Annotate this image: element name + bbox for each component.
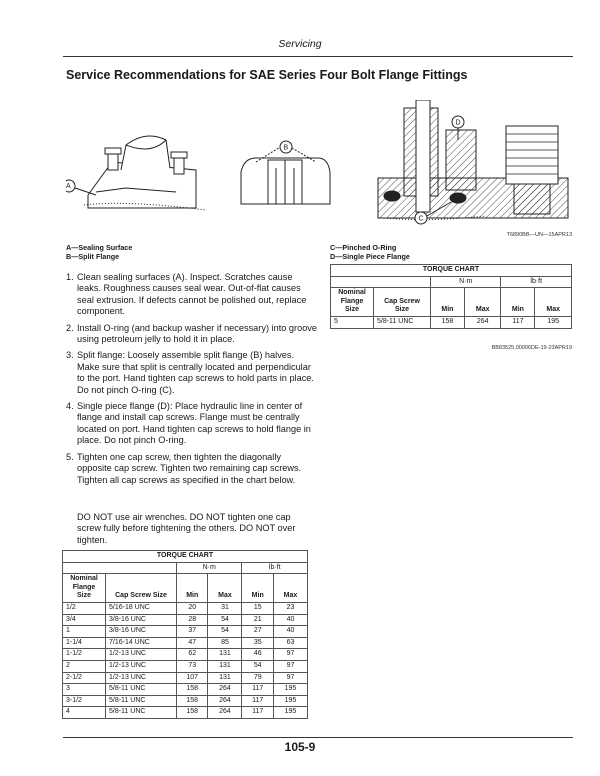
step-item — [66, 323, 318, 346]
col-cap-screw-size: Cap Screw Size — [106, 574, 177, 603]
step-item — [66, 272, 318, 318]
document-reference: BB83525,00006DE-19-23APR19 — [491, 345, 572, 351]
table-row: 3 5/8-11 UNC 158 264 117 195 — [63, 684, 308, 696]
table-row: 4 5/8-11 UNC 158 264 117 195 — [63, 707, 308, 719]
step-item — [66, 452, 318, 486]
step-number: 4. — [66, 401, 74, 412]
procedure-steps — [66, 272, 318, 491]
col-flange-size: Nominal Flange Size — [63, 574, 106, 603]
col-nm-max: Max — [464, 288, 501, 317]
table-row: 1-1/4 7/16-14 UNC 47 85 35 63 — [63, 637, 308, 649]
unit-newton-meter: N·m — [177, 562, 242, 574]
page-number: 105-9 — [284, 740, 316, 754]
flange-fitting-illustration — [66, 100, 572, 232]
unit-pound-foot: lb·ft — [501, 276, 572, 288]
callout-a: A — [66, 183, 71, 190]
split-flange-drawing — [241, 141, 330, 204]
table-row: 5 5/8-11 UNC 158 264 117 195 — [331, 316, 572, 328]
step-text: Clean sealing surfaces (A). Inspect. Scratches cause leaks. Roughness causes seal wear. Out-of-flat causes seal extrusion. If defects cannot be polished out, replace component. — [77, 272, 307, 317]
step-text: Split flange: Loosely assemble split flange (B) halves. Make sure that split is centrally located and perpendicular to the port. Hand tighten cap screws to hold parts in place. Do not pinch O-ring (C). — [77, 350, 314, 395]
legend-item: D—Single Piece Flange — [330, 252, 410, 261]
figure-reference: T6890BB—UN—15APR13 — [506, 232, 572, 238]
table-row: 1/2 5/16-18 UNC 20 31 15 23 — [63, 602, 308, 614]
legend-item: C—Pinched O-Ring — [330, 243, 397, 252]
section-title: Service Recommendations for SAE Series Four Bolt Flange Fittings — [66, 68, 468, 82]
callout-b: B — [283, 144, 289, 152]
legend-item: B—Split Flange — [66, 252, 120, 261]
unit-pound-foot: lb·ft — [242, 562, 308, 574]
col-nm-max: Max — [208, 574, 242, 603]
running-header: Servicing — [278, 38, 322, 50]
col-nm-min: Min — [177, 574, 208, 603]
col-lbft-min: Min — [242, 574, 273, 603]
step-item — [66, 350, 318, 396]
table-row: 3/4 3/8-16 UNC 28 54 21 40 — [63, 614, 308, 626]
step-number: 2. — [66, 322, 74, 333]
callout-c: C — [418, 215, 424, 223]
col-lbft-min: Min — [501, 288, 535, 317]
callout-d: D — [455, 119, 461, 127]
table-row: 1 3/8-16 UNC 37 54 27 40 — [63, 626, 308, 638]
legend-item: A—Sealing Surface — [66, 243, 133, 252]
step-text: Single piece flange (D): Place hydraulic line in center of flange and install cap screws. Flange must be centrally located on port. Hand tighten cap screws to hold flange in place. Do not pinch O-ring. — [77, 401, 311, 446]
torque-chart-title: TORQUE CHART — [331, 265, 572, 277]
table-row: 2-1/2 1/2-13 UNC 107 131 79 97 — [63, 672, 308, 684]
step-item — [66, 401, 318, 447]
header-rule — [63, 56, 573, 57]
table-row: 3-1/2 5/8-11 UNC 158 264 117 195 — [63, 695, 308, 707]
col-lbft-max: Max — [535, 288, 572, 317]
torque-chart-title: TORQUE CHART — [63, 551, 308, 563]
step-text: Install O-ring (and backup washer if necessary) into groove using petroleum jelly to hold it in place. — [77, 322, 318, 345]
table-row: 2 1/2-13 UNC 73 131 54 97 — [63, 660, 308, 672]
table-row: 1-1/2 1/2-13 UNC 62 131 46 97 — [63, 649, 308, 661]
unit-newton-meter: N·m — [431, 276, 501, 288]
step-number: 5. — [66, 451, 74, 462]
footer-rule — [63, 737, 573, 738]
sealing-surface-drawing — [66, 136, 206, 210]
torque-chart-split-flange — [62, 550, 308, 719]
step-number: 1. — [66, 272, 74, 282]
col-lbft-max: Max — [273, 574, 307, 603]
col-flange-size: Nominal Flange Size — [331, 288, 374, 317]
col-nm-min: Min — [431, 288, 465, 317]
col-cap-screw-size: Cap Screw Size — [374, 288, 431, 317]
figure-legend-right — [330, 243, 410, 261]
cross-section-drawing — [378, 100, 568, 224]
torque-chart-single-piece — [330, 264, 572, 329]
step-text: Tighten one cap screw, then tighten the diagonally opposite cap screw. Tighten two remaining cap screws. Tighten all cap screws as specified in the chart below. — [77, 451, 302, 485]
step-number: 3. — [66, 350, 74, 361]
caution-text: DO NOT use air wrenches. DO NOT tighten one cap screw fully before tightening the others. DO NOT over tighten. — [77, 512, 296, 545]
figure-legend-left — [66, 243, 132, 261]
